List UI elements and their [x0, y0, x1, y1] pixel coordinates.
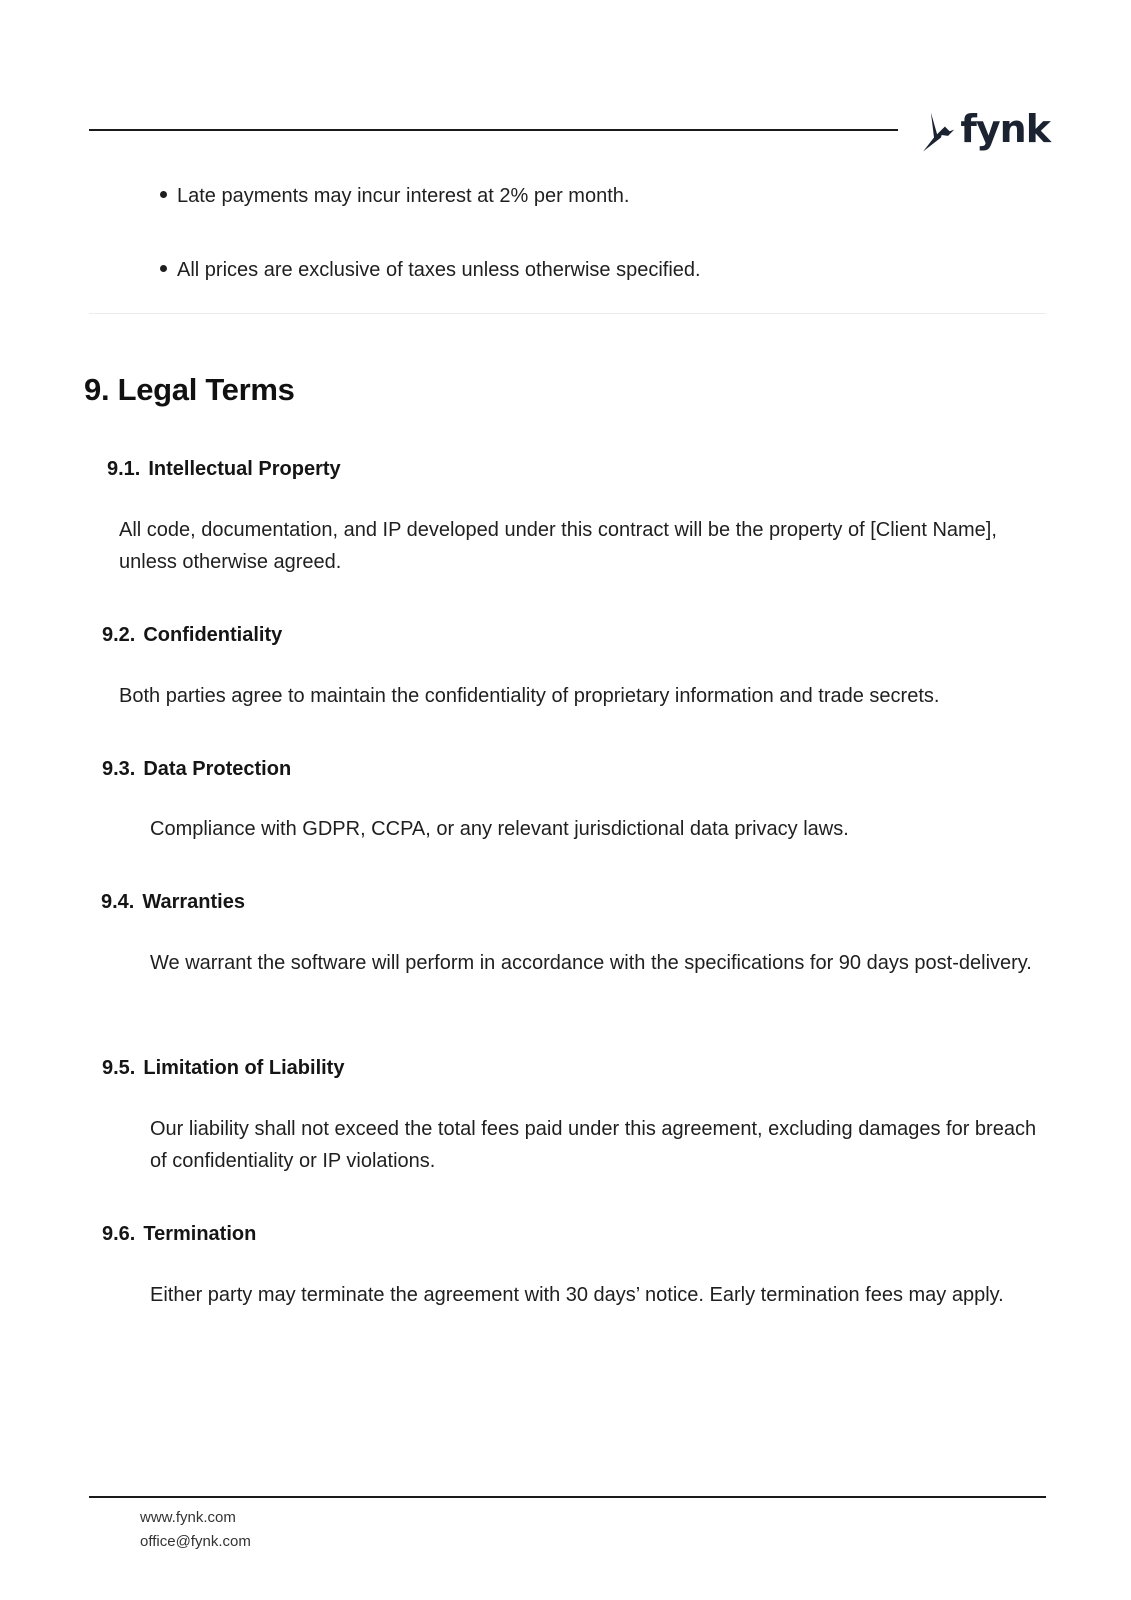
brand-logo — [920, 104, 1050, 160]
subsection-text: Compliance with GDPR, CCPA, or any relevant jurisdictional data privacy laws. — [150, 818, 849, 840]
footer-website-link[interactable]: www.fynk.com — [140, 1509, 236, 1526]
subsection-text: Our liability shall not exceed the total fees paid under this agreement, excluding damages for breach of confidentiality or IP violations. — [150, 1118, 1037, 1172]
subsection-heading: 9.2. Confidentiality — [102, 624, 283, 646]
brand-wordmark: fynk — [960, 107, 1050, 151]
subsection-heading: 9.6. Termination — [102, 1223, 257, 1245]
list-item: All prices are exclusive of taxes unless otherwise specified. — [160, 257, 701, 283]
bird-logo-icon — [920, 105, 957, 159]
subsection-heading: 9.3. Data Protection — [102, 758, 292, 780]
header-divider — [89, 129, 898, 131]
subsection-heading: 9.4. Warranties — [101, 891, 245, 913]
subsection-heading: 9.1. Intellectual Property — [107, 458, 341, 480]
section-title: 9. Legal Terms — [84, 372, 295, 407]
subsection-text: Either party may terminate the agreement with 30 days’ notice. Early termination fees may apply. — [150, 1284, 1004, 1306]
list-item: Late payments may incur interest at 2% per month. — [160, 183, 629, 209]
subsection-text: All code, documentation, and IP developed under this contract will be the property of [Client Name], unless otherwise agreed. — [119, 519, 997, 573]
subsection-text: Both parties agree to maintain the confidentiality of proprietary information and trade secrets. — [119, 685, 940, 707]
section-divider — [89, 313, 1046, 314]
footer-email-link[interactable]: office@fynk.com — [140, 1533, 251, 1550]
subsection-heading: 9.5. Limitation of Liability — [102, 1057, 345, 1079]
bullet-icon — [160, 265, 167, 272]
bullet-icon — [160, 191, 167, 198]
subsection-text: We warrant the software will perform in accordance with the specifications for 90 days post-delivery. — [150, 952, 1032, 974]
footer-divider — [89, 1496, 1046, 1498]
